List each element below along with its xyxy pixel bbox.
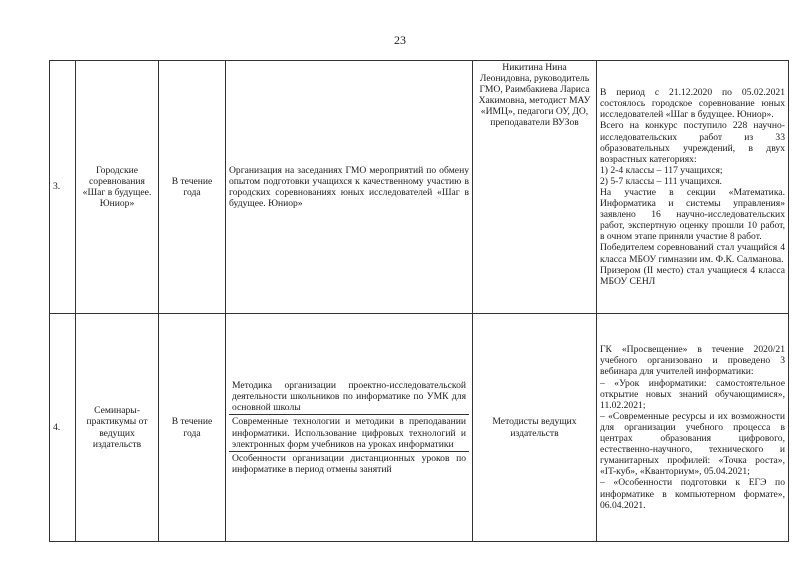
event-responsible: Методисты ведущих издательств (473, 314, 597, 542)
result-paragraph: – «Особенности подготовки к ЕГЭ по информатике в компьютерном формате», 06.04.2021. (600, 477, 785, 511)
table-row (50, 314, 789, 542)
result-paragraph: 2) 5-7 классы – 111 учащихся. (600, 175, 722, 187)
result-paragraph: Призером (II место) стал учащиеся 4 класса МБОУ СЕНЛ (600, 264, 785, 287)
seminar-topic: Особенности организации дистанционных уроков по информатике в период отмены занятий (232, 452, 466, 475)
result-paragraph: На участие в секции «Математика. Информатика и системы управления» заявлено 16 научно-исследовательских работ, экспертную оценку прошли 10 работ, в очном этапе приняли участие 8 работ. (600, 187, 785, 243)
event-content: Организация на заседаниях ГМО мероприятий по обмену опытом подготовки учащихся к качественному участию в городских соревнованиях юных исследователей «Шаг в будущее. Юниор» (226, 61, 473, 314)
event-responsible: Никитина Нина Леонидовна, руководитель ГМО, Раимбакиева Лариса Хакимовна, методист МАУ «ИМЦ», педагоги ОУ, ДО, преподаватели ВУЗов (473, 61, 597, 314)
result-paragraph: ГК «Просвещение» в течение 2020/21 учебного организовано и проведено 3 вебинара для учителей информатики: (600, 344, 785, 378)
event-period: В течение года (159, 61, 226, 314)
result-paragraph: В период с 21.12.2020 по 05.02.2021 состоялось городское соревнование юных исследователей «Шаг в будущее. Юниор». (600, 87, 785, 121)
row-number: 4. (50, 314, 76, 542)
result-paragraph: Победителем соревнований стал учащийся 4 класса МБОУ гимназии им. Ф.К. Салманова. (600, 242, 785, 265)
page-number: 23 (394, 33, 406, 47)
row-number: 3. (50, 61, 76, 314)
result-paragraph: – «Урок информатики: самостоятельное открытие новых знаний обучающимися», 11.02.2021; (600, 377, 785, 411)
event-content (226, 314, 473, 542)
event-name: Семинары-практикумы от ведущих издательств (76, 314, 159, 542)
seminar-topic: Современные технологии и методики в преподавании информатики. Использование цифровых технологий и электронных форм учебников на уроках информатики (229, 415, 469, 451)
event-period: В течение года (159, 314, 226, 542)
event-name: Городские соревнования «Шаг в будущее. Юниор» (76, 61, 159, 314)
seminar-topic: Методика организации проектно-исследовательской деятельности школьников по информатике по УМК для основной школы (229, 379, 469, 415)
activity-table (49, 60, 789, 542)
result-paragraph: – «Современные ресурсы и их возможности для организации учебного процесса в центрах образования цифрового, естественно-научного, технического и гуманитарных профилей: «Точка роста», «IT-куб», «Кванториум», 05.04.2021; (600, 410, 785, 478)
event-result (597, 314, 789, 542)
event-result (597, 61, 789, 314)
table-row (50, 61, 789, 314)
result-paragraph: Всего на конкурс поступило 228 научно-исследовательских работ из 33 образовательных учреждений, в двух возрастных категориях: (600, 120, 785, 165)
result-paragraph: 1) 2-4 классы – 117 учащихся; (600, 164, 723, 176)
